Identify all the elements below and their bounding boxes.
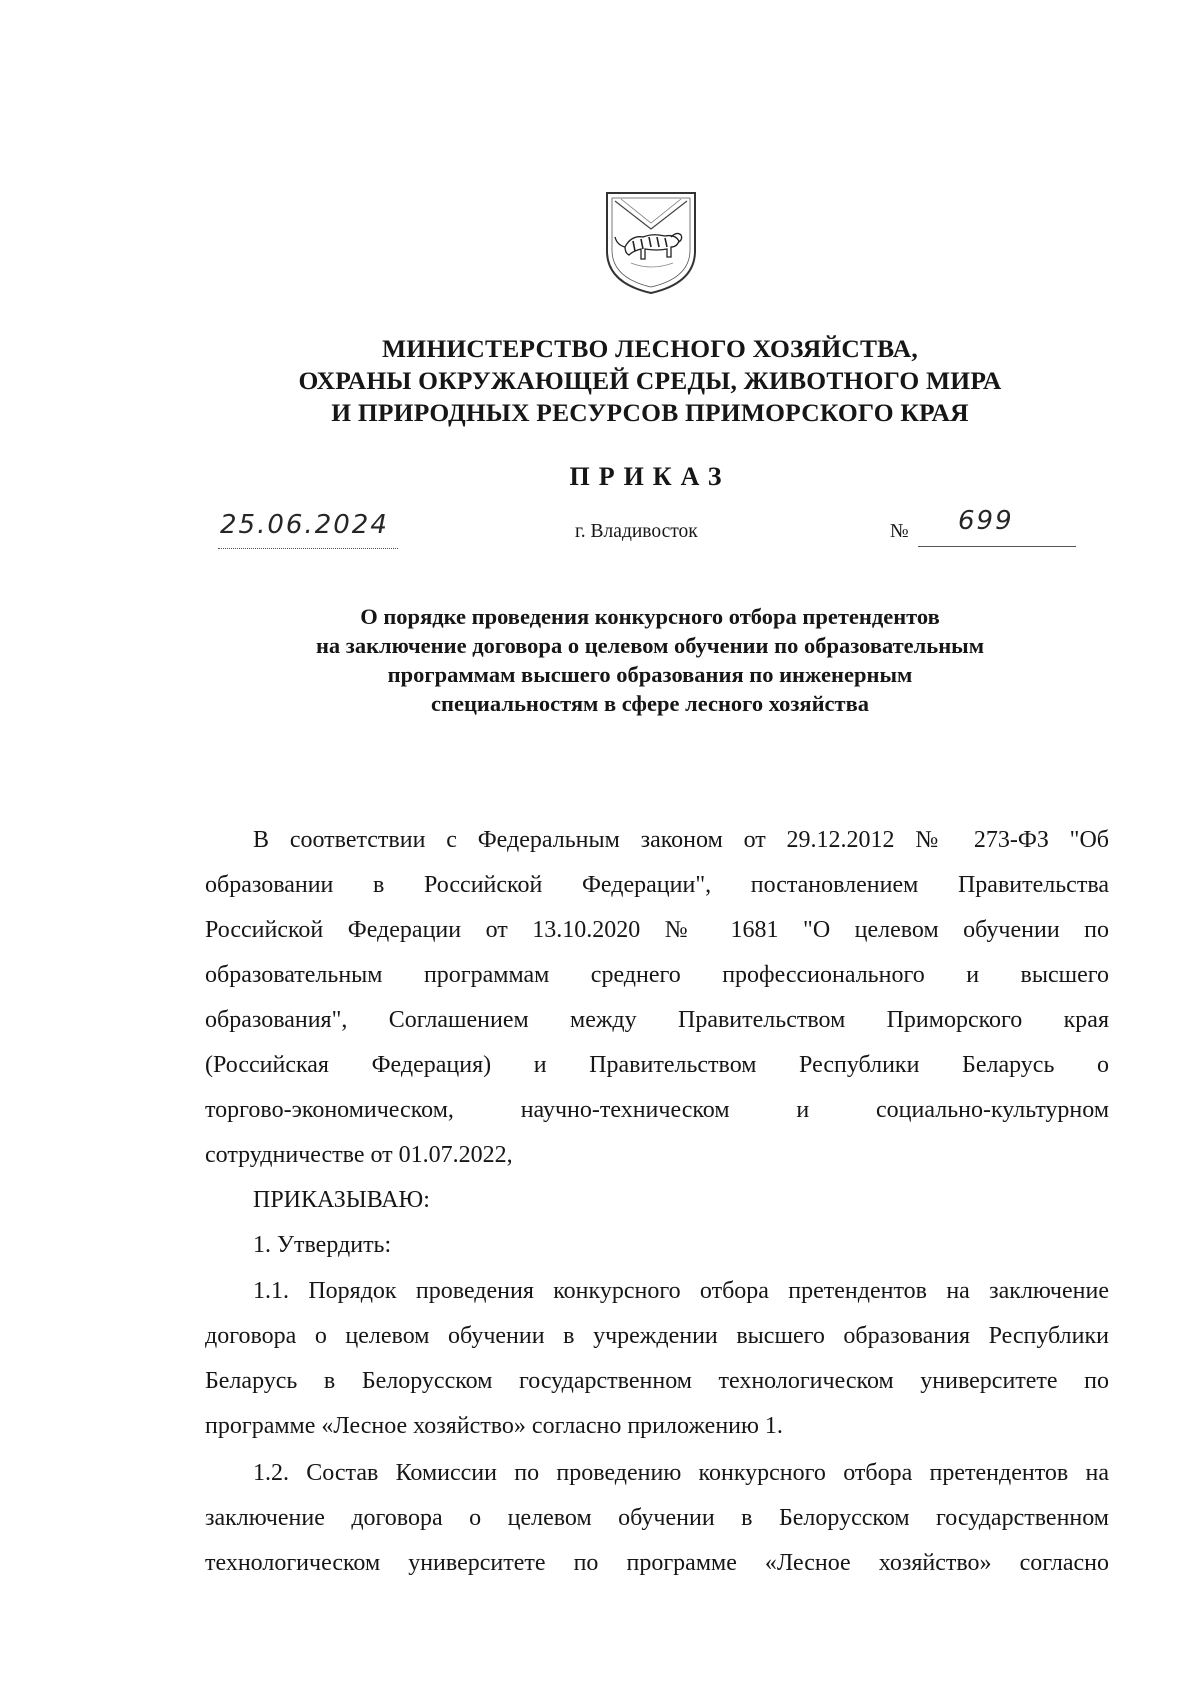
order-city: г. Владивосток [575, 521, 698, 542]
order-date: 25.06.2024 [220, 510, 389, 540]
number-sign: № [890, 521, 909, 542]
subject-line-2: на заключение договора о целевом обучении по образовательным [315, 633, 985, 658]
ministry-line-1: МИНИСТЕРСТВО ЛЕСНОГО ХОЗЯЙСТВА, [382, 334, 918, 363]
item-1: 1. Утвердить: [253, 1232, 392, 1258]
preamble-line: В соответствии с Федеральным законом от 29.12.2012 № 273-ФЗ "Об [253, 827, 1109, 853]
preamble-line: (Российская Федерация) и Правительством Республики Беларусь о [205, 1052, 1109, 1078]
order-title: ПРИКАЗ [569, 462, 731, 491]
preamble-line: образовании в Российской Федерации", постановлением Правительства [205, 872, 1109, 898]
ministry-line-2: ОХРАНЫ ОКРУЖАЮЩЕЙ СРЕДЫ, ЖИВОТНОГО МИРА [298, 366, 1002, 395]
preamble-line: образовательным программам среднего профессионального и высшего [205, 962, 1109, 988]
subject-line-3: программам высшего образования по инженерным [387, 662, 913, 687]
preamble-line: торгово-экономическом, научно-техническом и социально-культурном [205, 1097, 1109, 1123]
item-1-1-line: программе «Лесное хозяйство» согласно приложению 1. [205, 1413, 783, 1439]
item-1-2-line: 1.2. Состав Комиссии по проведению конкурсного отбора претендентов на [253, 1460, 1109, 1486]
item-1-1-line: договора о целевом обучении в учреждении высшего образования Республики [205, 1323, 1109, 1349]
order-subject [200, 602, 1100, 718]
preamble-line: образования", Соглашением между Правительством Приморского края [205, 1007, 1109, 1033]
ministry-name [200, 333, 1100, 429]
item-1-2-line: технологическом университете по программе «Лесное хозяйство» согласно [205, 1550, 1109, 1576]
coat-of-arms-icon [601, 189, 701, 297]
preamble-line: сотрудничестве от 01.07.2022, [205, 1142, 513, 1168]
item-1-2-line: заключение договора о целевом обучении в Белорусском государственном [205, 1505, 1109, 1531]
item-1-1-line: Беларусь в Белорусском государственном технологическом университете по [205, 1368, 1109, 1394]
order-number: 699 [958, 506, 1014, 536]
number-underline [918, 546, 1076, 547]
ministry-line-3: И ПРИРОДНЫХ РЕСУРСОВ ПРИМОРСКОГО КРАЯ [331, 398, 969, 427]
date-underline [218, 548, 398, 549]
order-directive: ПРИКАЗЫВАЮ: [253, 1187, 430, 1213]
subject-line-4: специальностям в сфере лесного хозяйства [431, 691, 869, 716]
item-1-1-line: 1.1. Порядок проведения конкурсного отбора претендентов на заключение [253, 1278, 1109, 1304]
preamble-line: Российской Федерации от 13.10.2020 № 1681 "О целевом обучении по [205, 917, 1109, 943]
subject-line-1: О порядке проведения конкурсного отбора претендентов [360, 604, 940, 629]
